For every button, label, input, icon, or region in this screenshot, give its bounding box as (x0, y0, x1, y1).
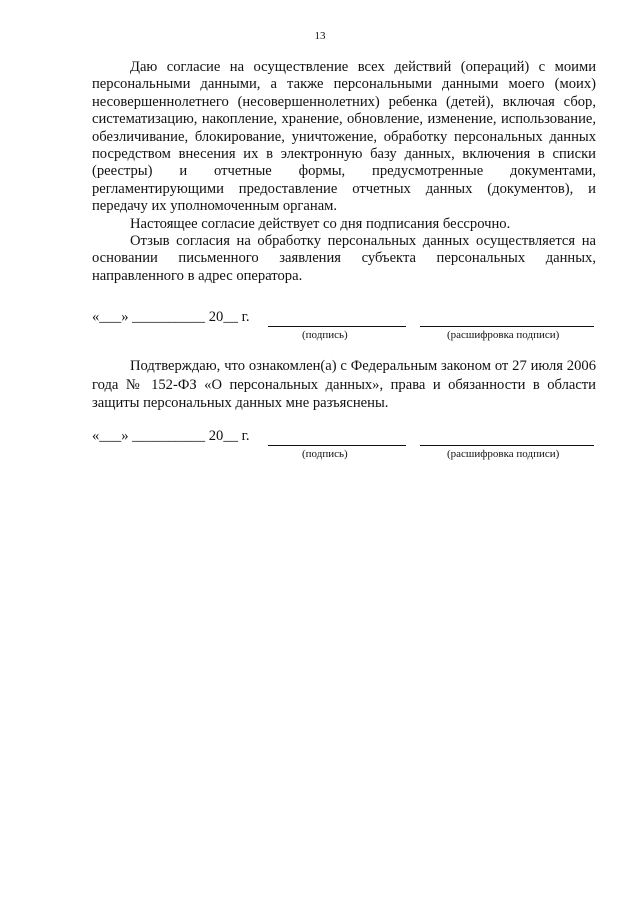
signature-line[interactable] (268, 445, 406, 446)
signature-decode-line[interactable] (420, 445, 594, 446)
consent-text (92, 59, 596, 285)
signature-decode-caption: (расшифровка подписи) (447, 329, 560, 341)
signature-line[interactable] (268, 326, 406, 327)
signature-decode-line[interactable] (420, 326, 594, 327)
consent-paragraph: Настоящее согласие действует со дня подписания бессрочно. (130, 215, 511, 232)
confirmation-text (92, 357, 596, 413)
confirmation-paragraph: Подтверждаю, что ознакомлен(а) с Федеральным законом от 27 июля 2006 года № 152-ФЗ «О персональных данных», права и обязанности в области защиты персональных данных мне разъяснены. (92, 358, 596, 411)
signature-caption: (подпись) (302, 448, 348, 460)
date-field[interactable]: «___» __________ 20__ г. (92, 309, 250, 325)
signature-decode-caption: (расшифровка подписи) (447, 448, 560, 460)
consent-paragraph: Отзыв согласия на обработку персональных данных осуществляется на основании письменного заявления субъекта персональных данных, направленного в адрес оператора. (92, 233, 596, 284)
date-field[interactable]: «___» __________ 20__ г. (92, 428, 250, 444)
signature-block-1 (92, 309, 596, 349)
signature-caption: (подпись) (302, 329, 348, 341)
page-number: 13 (314, 30, 326, 42)
consent-paragraph: Даю согласие на осуществление всех действий (операций) с моими персональными данными, а также персональными данными моего (моих) несовершеннолетнего (несовершеннолетних) ребенка (детей), включая сбор, систематизацию, накопление, хранение, обновление, изменение, использование, обезличивание, блокирование, уничтожение, обработку персональных данных посредством внесения их в электронную базу данных, включения в списки (реестры) и отчетные формы, предусмотренные документами, регламентирующими предоставление отчетных данных (документов), и передачу их уполномоченным органам. (92, 59, 596, 215)
signature-block-2 (92, 428, 596, 468)
